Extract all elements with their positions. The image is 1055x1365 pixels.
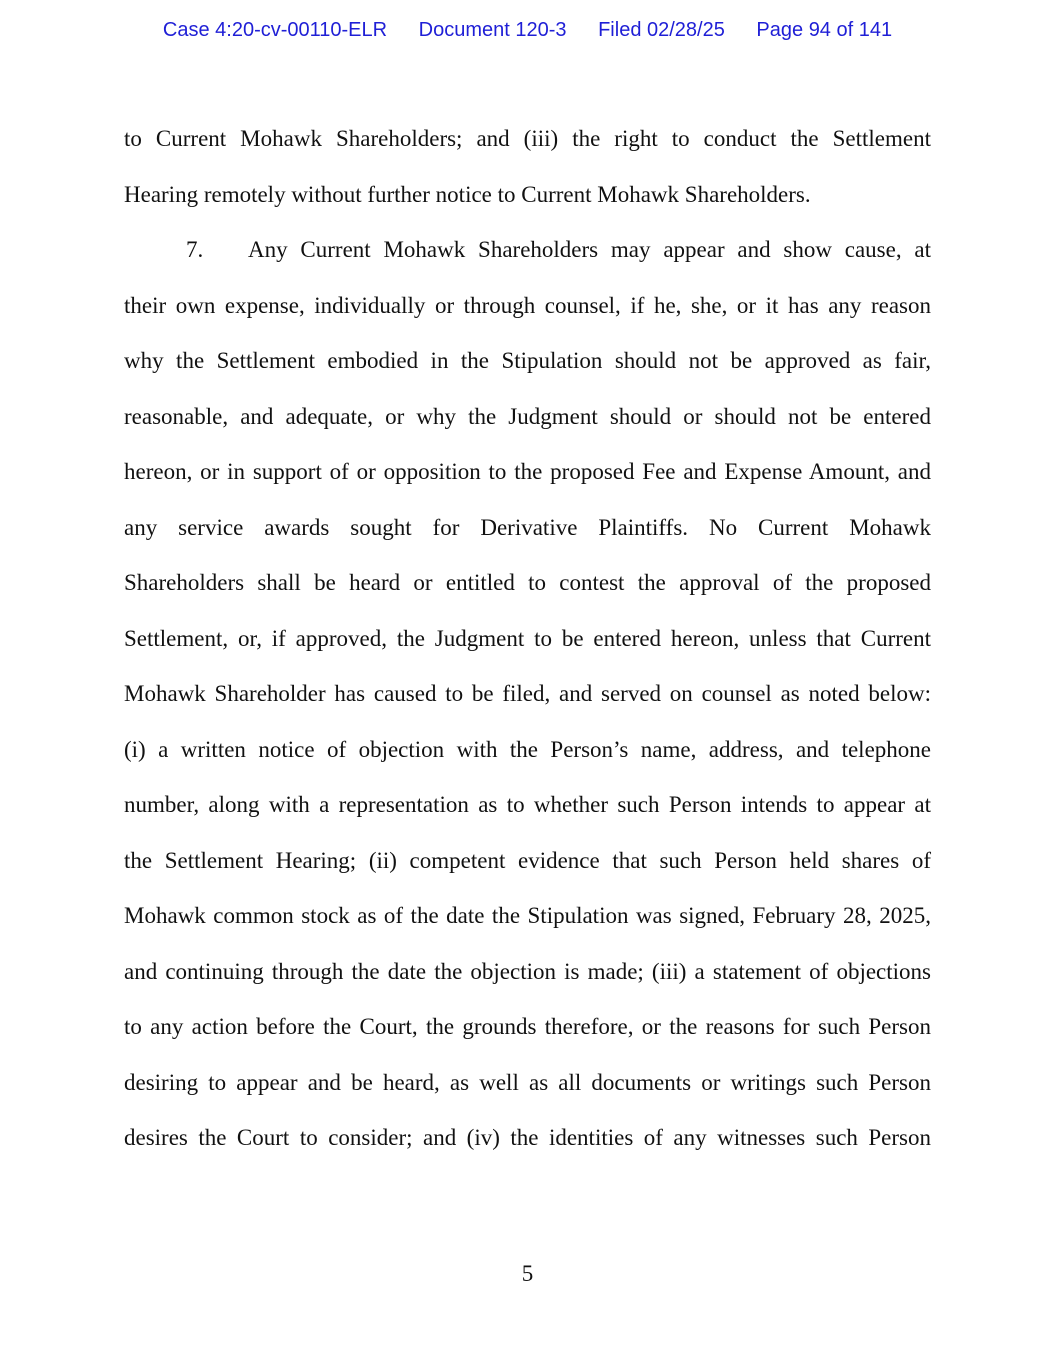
paragraph-7-opening-text: Any Current Mohawk Shareholders may appear and show cause, at xyxy=(248,237,931,262)
body-line: desires the Court to consider; and (iv) the identities of any witnesses such Person xyxy=(124,1125,931,1150)
body-line: desiring to appear and be heard, as well as all documents or writings such Person xyxy=(124,1069,931,1095)
body-line: Shareholders shall be heard or entitled to contest the approval of the proposed xyxy=(124,570,931,595)
case-number: Case 4:20-cv-00110-ELR xyxy=(162,19,388,41)
body-line: Settlement, or, if approved, the Judgment to be entered hereon, unless that Current xyxy=(124,625,931,651)
paragraph-number: 7. xyxy=(186,237,204,262)
body-line: their own expense, individually or through counsel, if he, she, or it has any reason xyxy=(124,292,931,318)
page-count: Page 94 of 141 xyxy=(756,19,893,41)
page-number: 5 xyxy=(521,1261,534,1286)
body-line: why the Settlement embodied in the Stipulation should not be approved as fair, xyxy=(124,348,931,373)
body-line: Hearing remotely without further notice to Current Mohawk Shareholders. xyxy=(124,181,811,207)
body-line: and continuing through the date the objection is made; (iii) a statement of objections xyxy=(124,958,931,984)
body-line: Mohawk common stock as of the date the Stipulation was signed, February 28, 2025, xyxy=(124,903,931,928)
paragraph-7-first-line xyxy=(124,222,931,278)
body-line: to any action before the Court, the grounds therefore, or the reasons for such Person xyxy=(124,1014,931,1039)
body-line: the Settlement Hearing; (ii) competent evidence that such Person held shares of xyxy=(124,847,931,873)
ecf-filing-header xyxy=(0,19,1055,42)
body-line: to Current Mohawk Shareholders; and (iii) the right to conduct the Settlement xyxy=(124,126,931,151)
filed-date: Filed 02/28/25 xyxy=(598,19,725,41)
body-line: reasonable, and adequate, or why the Judgment should or should not be entered xyxy=(124,403,931,429)
body-line: (i) a written notice of objection with the Person’s name, address, and telephone xyxy=(124,736,931,762)
body-line: any service awards sought for Derivative Plaintiffs. No Current Mohawk xyxy=(124,514,931,540)
body-line: hereon, or in support of or opposition to the proposed Fee and Expense Amount, and xyxy=(124,459,931,484)
document-body xyxy=(124,111,931,1166)
body-line: Mohawk Shareholder has caused to be filed, and served on counsel as noted below: xyxy=(124,681,931,706)
document-number: Document 120-3 xyxy=(418,19,567,41)
body-line: number, along with a representation as to whether such Person intends to appear at xyxy=(124,792,931,817)
